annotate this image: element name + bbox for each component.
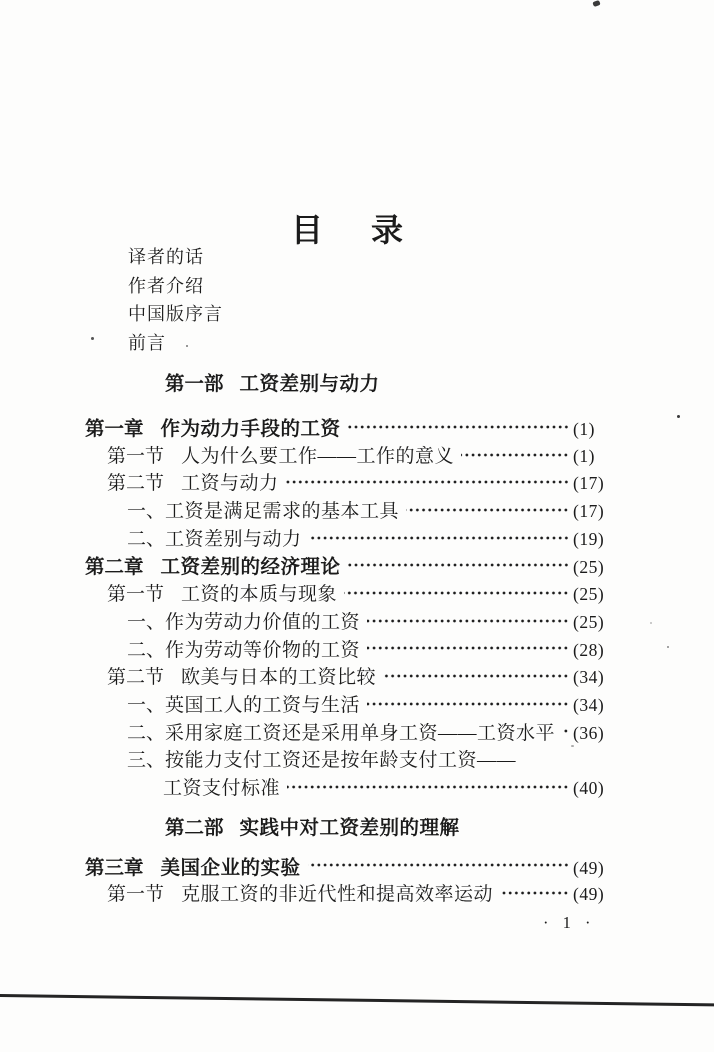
- subitem-entry: [85, 690, 618, 718]
- section-entry: [85, 468, 618, 496]
- entry-label: 二、: [127, 528, 166, 550]
- entry-title: 工资支付标准: [163, 777, 281, 799]
- entry-title: 作为劳动等价物的工资: [165, 639, 361, 661]
- entry-title: 工资差别与动力: [165, 528, 302, 550]
- subitem-entry: [85, 524, 618, 552]
- dot-leader: [500, 887, 569, 899]
- scan-speck: [677, 415, 680, 418]
- page-title: 目 录: [290, 212, 411, 248]
- section-entry: [85, 879, 618, 907]
- entry-label: 第二节: [107, 667, 165, 689]
- page-ref: (40): [573, 777, 605, 798]
- continuation-entry: [85, 773, 618, 801]
- footer-page-number: · 1 ·: [543, 913, 596, 932]
- page-ref: (36): [573, 722, 605, 743]
- entry-title: 工资差别的经济理论: [160, 556, 341, 579]
- subitem-entry: [85, 745, 618, 773]
- subitem-entry: [85, 496, 618, 524]
- section-entry: [85, 662, 618, 690]
- entry-label: 第一节: [107, 884, 165, 906]
- front-matter-item: 中国版序言: [128, 304, 223, 324]
- part-title: 实践中对工资差别的理解: [239, 816, 460, 839]
- entry-title: 美国企业的实验: [160, 856, 301, 879]
- page-ref: (49): [573, 884, 605, 905]
- entry-title: 人为什么要工作——工作的意义: [181, 445, 455, 467]
- dot-leader: [309, 532, 569, 544]
- dot-leader: [308, 859, 569, 871]
- entry-title: 作为劳动力价值的工资: [165, 611, 361, 633]
- entry-title: 采用家庭工资还是采用单身工资——工资水平: [165, 722, 556, 744]
- entry-label: 三、: [127, 750, 166, 772]
- page-ref: (34): [573, 667, 605, 688]
- dot-leader: [367, 698, 569, 710]
- dot-leader: [344, 587, 569, 599]
- entry-title: 克服工资的非近代性和提高效率运动: [181, 884, 494, 906]
- dot-leader: [287, 781, 569, 793]
- dot-leader: [406, 504, 569, 516]
- entry-title: 工资与动力: [181, 473, 279, 495]
- scan-edge-line: [0, 994, 714, 1006]
- front-matter-item: 译者的话: [128, 247, 204, 267]
- chapter-entry: [85, 413, 618, 441]
- dot-leader: [348, 559, 569, 571]
- dot-leader: [461, 449, 569, 461]
- entry-label: 第三章: [85, 856, 144, 879]
- scan-speck: [667, 646, 669, 648]
- part-title: 工资差别与动力: [239, 373, 380, 395]
- page-ref: (1): [573, 419, 595, 439]
- page-ref: (49): [573, 857, 605, 878]
- entry-label: 一、: [127, 611, 166, 633]
- page-ref: (17): [573, 473, 605, 494]
- page-ref: (34): [573, 694, 605, 715]
- dot-leader: [562, 725, 569, 737]
- front-matter-item: 前言: [128, 332, 166, 353]
- entry-title: 英国工人的工资与生活: [165, 694, 361, 716]
- chapter-entry: [85, 551, 618, 579]
- page-ref: (25): [573, 584, 605, 605]
- dot-leader: [367, 615, 569, 627]
- front-matter-list: [128, 243, 223, 357]
- subitem-entry: [85, 635, 618, 663]
- entry-label: 二、: [127, 639, 166, 661]
- scan-speck: [592, 0, 600, 7]
- front-matter-item: 作者介绍: [128, 275, 204, 296]
- page-ref: (19): [573, 528, 605, 549]
- part-label: 第二部: [165, 816, 224, 839]
- scan-speck: [186, 345, 188, 347]
- dot-leader: [383, 670, 569, 682]
- entry-label: 第一节: [107, 584, 165, 606]
- dot-leader: [286, 476, 569, 488]
- entry-title: 欧美与日本的工资比较: [181, 667, 377, 689]
- subitem-entry: [85, 607, 618, 635]
- table-of-contents: [85, 368, 618, 907]
- page-ref: (17): [573, 501, 605, 522]
- entry-label: 第二节: [107, 473, 165, 495]
- part-heading: [85, 812, 618, 837]
- entry-label: 第二章: [85, 556, 144, 579]
- subitem-entry: [85, 718, 618, 746]
- scan-speck: [650, 622, 652, 624]
- page-ref: (25): [573, 611, 605, 632]
- part-label: 第一部: [165, 373, 224, 395]
- scan-speck: [91, 337, 94, 340]
- entry-label: 第一节: [107, 445, 165, 467]
- page-ref: (28): [573, 639, 605, 660]
- entry-title: 工资的本质与现象: [181, 584, 338, 606]
- entry-title: 工资是满足需求的基本工具: [165, 501, 400, 523]
- scan-speck: [571, 745, 574, 747]
- entry-label: 第一章: [85, 418, 144, 440]
- section-entry: [85, 441, 618, 469]
- chapter-entry: [85, 852, 618, 880]
- entry-title: 按能力支付工资还是按年龄支付工资——: [165, 750, 517, 772]
- page-ref: (1): [573, 445, 595, 466]
- entry-label: 一、: [127, 694, 166, 716]
- dot-leader: [348, 421, 569, 433]
- entry-label: 一、: [127, 501, 166, 523]
- entry-label: 二、: [127, 722, 166, 744]
- section-entry: [85, 579, 618, 607]
- dot-leader: [367, 642, 569, 654]
- part-heading: [85, 368, 618, 393]
- entry-title: 作为动力手段的工资: [160, 418, 341, 440]
- page-ref: (25): [573, 557, 605, 578]
